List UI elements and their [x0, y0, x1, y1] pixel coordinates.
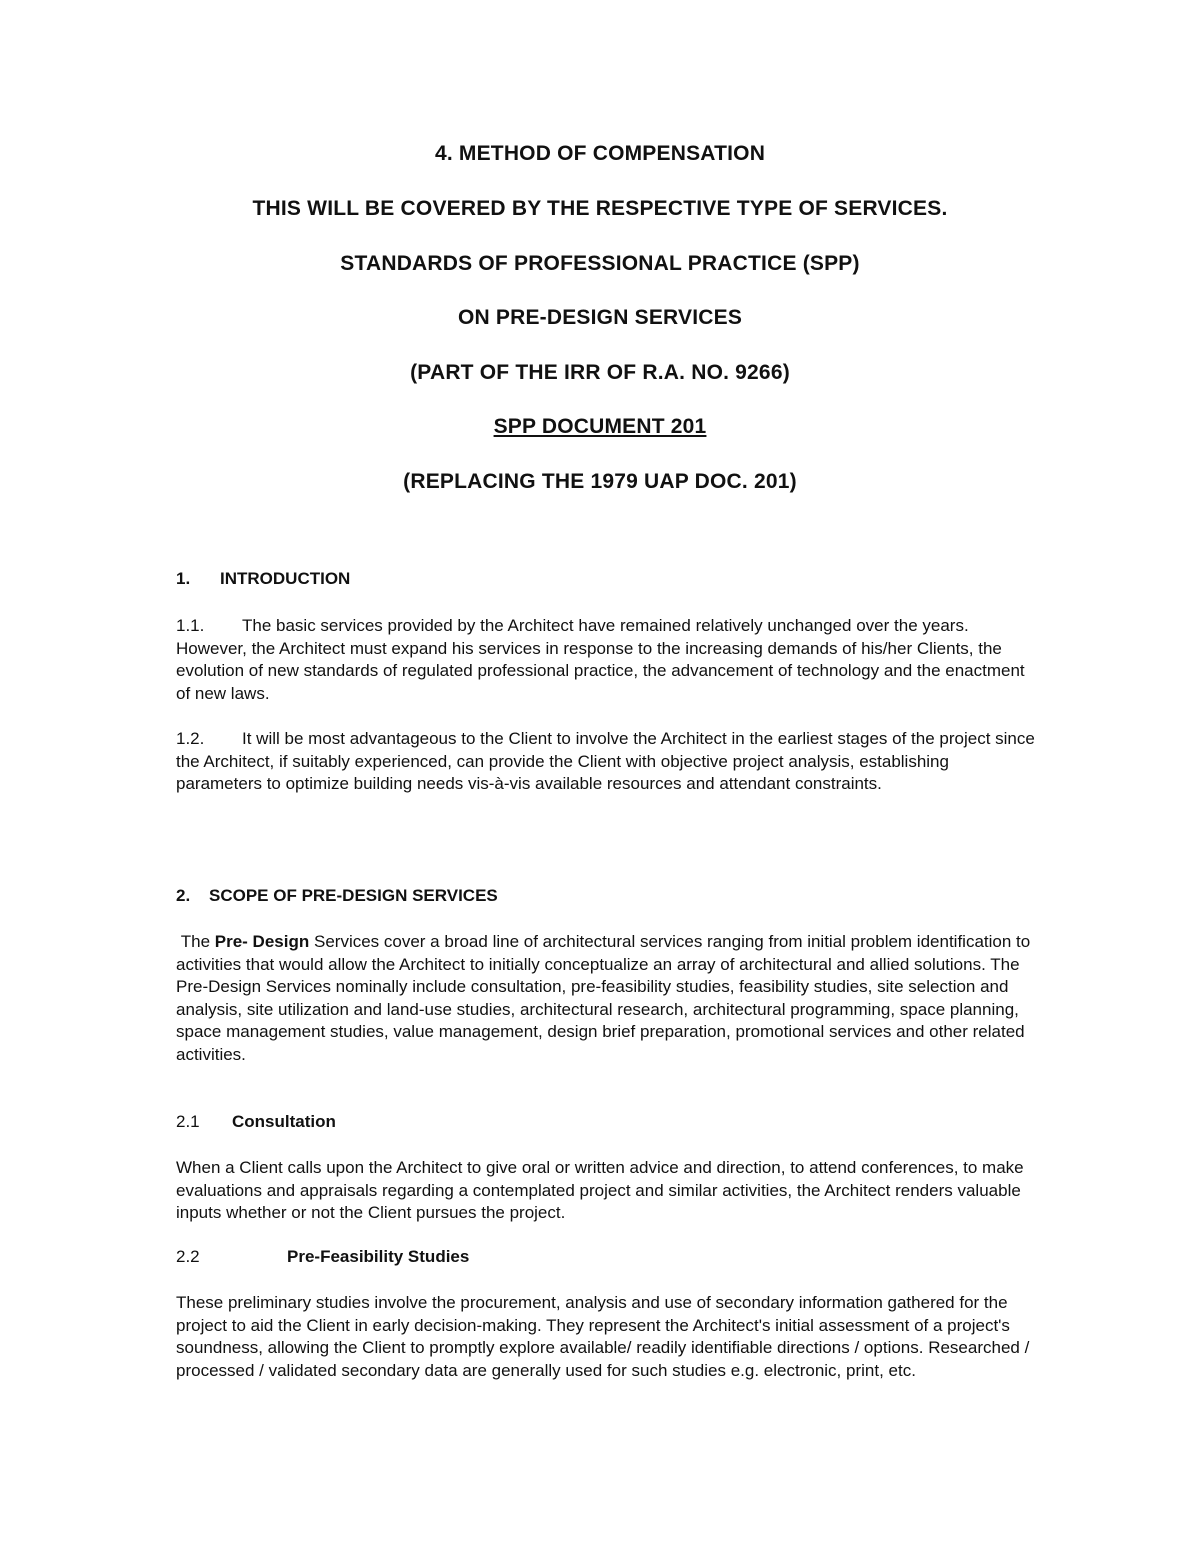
- section-1-heading: [176, 568, 350, 590]
- section-1-title: INTRODUCTION: [220, 569, 351, 588]
- section-2-heading: [176, 885, 498, 907]
- subsection-2-1-heading: [176, 1111, 336, 1133]
- heading-method-of-compensation: 4. METHOD OF COMPENSATION: [434, 142, 766, 165]
- heading-covered-by-services: THIS WILL BE COVERED BY THE RESPECTIVE TYPE OF SERVICES.: [252, 197, 948, 220]
- spp-document-title: SPP DOCUMENT 201: [493, 415, 707, 438]
- subsection-2-2-number: 2.2: [176, 1247, 200, 1266]
- paragraph-1-1: [176, 615, 1036, 705]
- subsection-2-1-number: 2.1: [176, 1112, 200, 1131]
- heading-pre-design-services: ON PRE-DESIGN SERVICES: [457, 306, 743, 329]
- paragraph-1-2: [176, 728, 1036, 796]
- paragraph-2-intro-bold: Pre- Design: [214, 932, 310, 951]
- paragraph-1-1-text: The basic services provided by the Architect have remained relatively unchanged over the years. However, the Architect must expand his services in response to the increasing demands of his/her Clients, the evolution of new standards of regulated professional practice, the advancement of technology and the enactment of new laws.: [176, 616, 1025, 703]
- heading-spp-document: [0, 414, 1200, 440]
- subsection-2-1-title: Consultation: [232, 1112, 336, 1131]
- paragraph-2-1: When a Client calls upon the Architect to give oral or written advice and direction, to attend conferences, to make evaluations and appraisals regarding a contemplated project and similar activities, the Architect renders valuable inputs whether or not the Client pursues the project.: [176, 1158, 1024, 1222]
- paragraph-2-intro-rest: Services cover a broad line of architectural services ranging from initial problem identification to activities that would allow the Architect to initially conceptualize an array of architectural and allied solutions. The Pre-Design Services nominally include consultation, pre-feasibility studies, feasibility studies, site selection and analysis, site utilization and land-use studies, architectural research, architectural programming, space planning, space management studies, value management, design brief preparation, promotional services and other related activities.: [176, 932, 1031, 1064]
- subsection-2-2-title: Pre-Feasibility Studies: [287, 1247, 470, 1266]
- heading-replacing: (REPLACING THE 1979 UAP DOC. 201): [403, 470, 797, 493]
- section-2-number: 2.: [176, 886, 191, 905]
- subsection-2-2-heading: [176, 1246, 469, 1268]
- paragraph-2-2: These preliminary studies involve the procurement, analysis and use of secondary information gathered for the project to aid the Client in early decision-making. They represent the Architect's initial assessment of a project's soundness, allowing the Client to promptly explore available/ readily identifiable directions / options. Researched / processed / validated secondary data are generally used for such studies e.g. electronic, print, etc.: [176, 1293, 1030, 1380]
- paragraph-1-2-text: It will be most advantageous to the Client to involve the Architect in the earliest stages of the project since the Architect, if suitably experienced, can provide the Client with objective project analysis, establishing parameters to optimize building needs vis-à-vis available resources and attendant constraints.: [176, 729, 1035, 793]
- paragraph-2-intro: [176, 931, 1036, 1066]
- paragraph-1-1-number: 1.1.: [176, 616, 205, 635]
- paragraph-2-intro-lead: The: [180, 932, 211, 951]
- section-2-title: SCOPE OF PRE-DESIGN SERVICES: [209, 886, 498, 905]
- heading-standards: STANDARDS OF PROFESSIONAL PRACTICE (SPP): [340, 252, 860, 275]
- paragraph-1-2-number: 1.2.: [176, 729, 205, 748]
- heading-irr-part: (PART OF THE IRR OF R.A. NO. 9266): [410, 361, 790, 384]
- section-1-number: 1.: [176, 569, 191, 588]
